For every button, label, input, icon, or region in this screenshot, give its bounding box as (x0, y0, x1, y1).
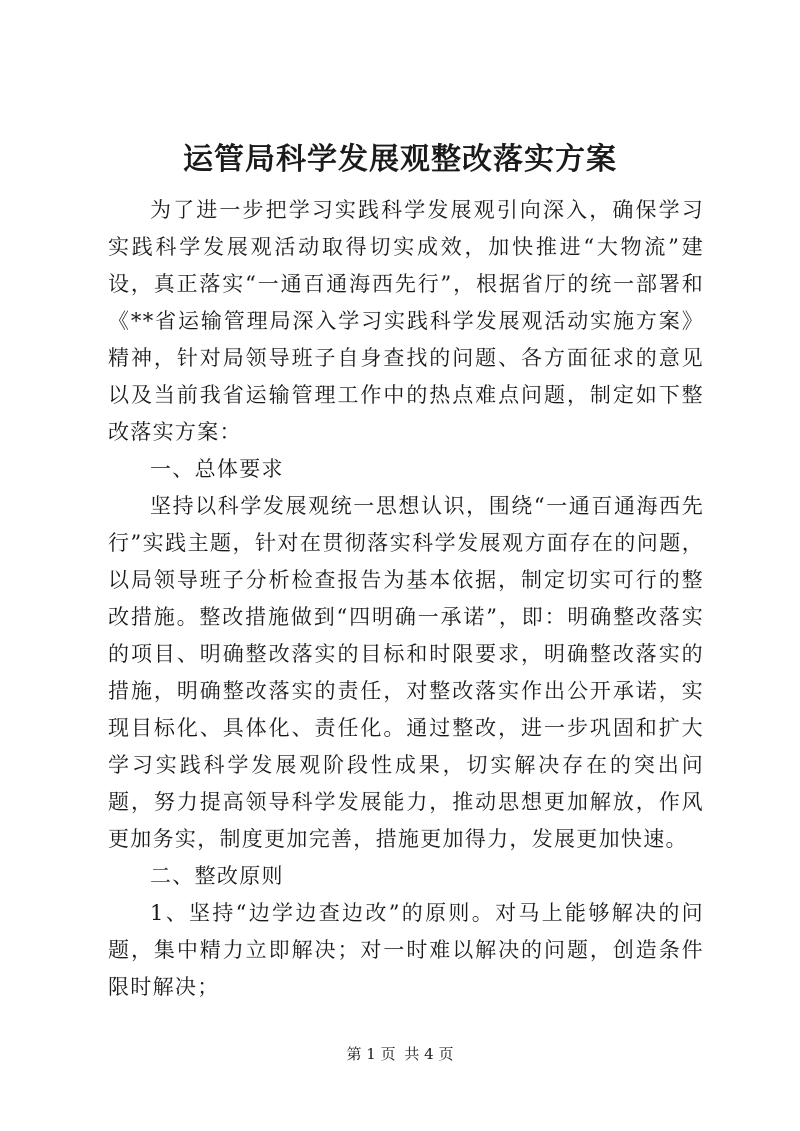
page-footer (0, 1044, 800, 1064)
document-body (108, 192, 704, 1006)
intro-paragraph: 为了进一步把学习实践科学发展观引向深入，确保学习实践科学发展观活动取得切实成效，加快推进“大物流”建设，真正落实“一通百通海西先行”，根据省厅的统一部署和《**省运输管理局深入学习实践科学发展观活动实施方案》精神，针对局领导班子自身查找的问题、各方面征求的意见以及当前我省运输管理工作中的热点难点问题，制定如下整改落实方案： (108, 198, 704, 444)
section-heading-principles: 二、整改原则 (150, 864, 284, 888)
principle-1-paragraph: 1、坚持“边学边查边改”的原则。对马上能够解决的问题，集中精力立即解决；对一时难以解决的问题，创造条件限时解决； (108, 901, 704, 999)
document-title: 运管局科学发展观整改落实方案 (183, 142, 617, 177)
general-requirements-paragraph: 坚持以科学发展观统一思想认识，围绕“一通百通海西先行”实践主题，针对在贯彻落实科学发展观方面存在的问题，以局领导班子分析检查报告为基本依据，制定切实可行的整改措施。整改措施做到“四明确一承诺”，即：明确整改落实的项目、明确整改落实的目标和时限要求，明确整改落实的措施，明确整改落实的责任，对整改落实作出公开承诺，实现目标化、具体化、责任化。通过整改，进一步巩固和扩大学习实践科学发展观阶段性成果，切实解决存在的突出问题，努力提高领导科学发展能力，推动思想更加解放，作风更加务实，制度更加完善，措施更加得力，发展更加快速。 (108, 494, 704, 851)
section-heading-general-requirements: 一、总体要求 (150, 457, 284, 481)
page-total: 共 4 页 (404, 1045, 454, 1063)
page-number: 第 1 页 (346, 1045, 396, 1063)
